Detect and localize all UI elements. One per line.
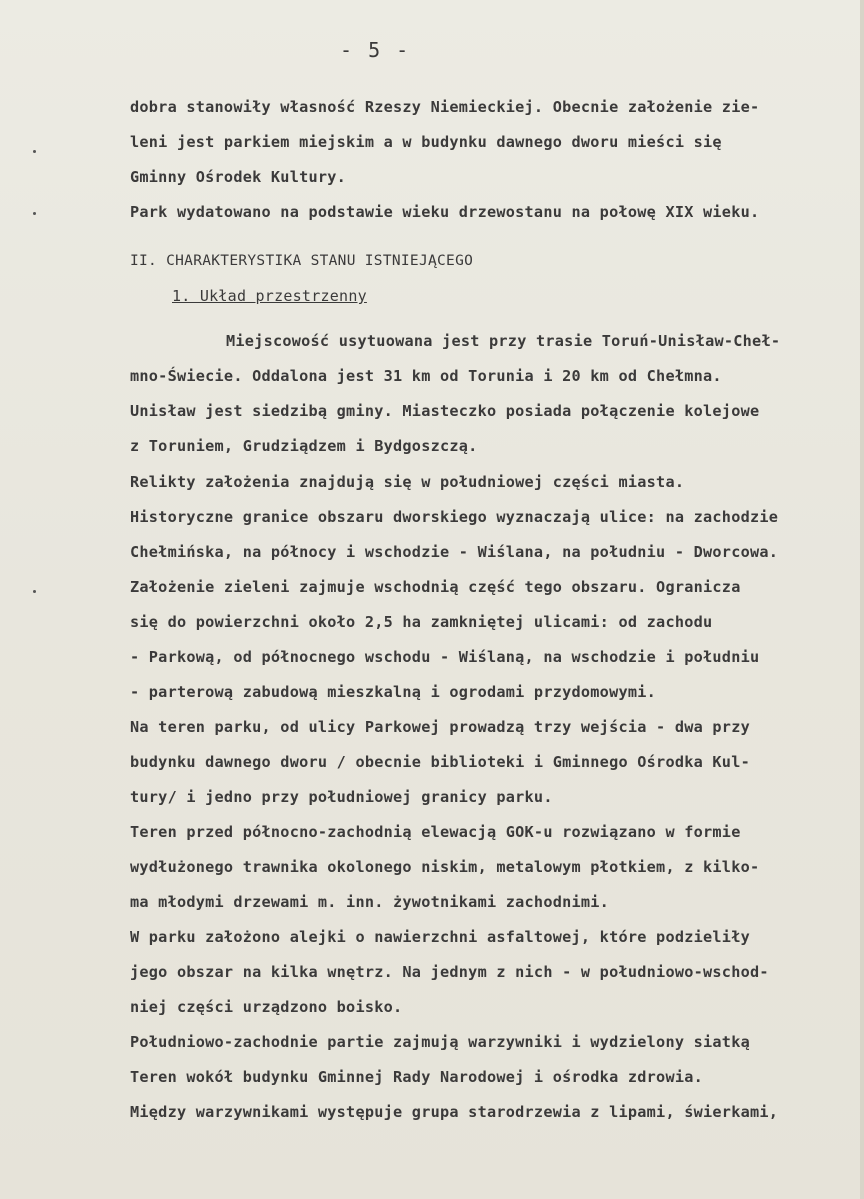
text-line: Na teren parku, od ulicy Parkowej prowadzą trzy wejścia - dwa przy xyxy=(130,718,750,736)
text-line: - Parkową, od północnego wschodu - Wiślaną, na wschodzie i południu xyxy=(130,648,760,666)
text-line: tury/ i jedno przy południowej granicy parku. xyxy=(130,788,553,806)
text-line: Unisław jest siedzibą gminy. Miasteczko posiada połączenie kolejowe xyxy=(130,402,760,420)
page-edge xyxy=(860,0,864,1199)
text-line: Gminny Ośrodek Kultury. xyxy=(130,168,347,186)
text-line: Chełmińska, na północy i wschodzie - Wiślana, na południu - Dworcowa. xyxy=(130,543,779,561)
text-line: - parterową zabudową mieszkalną i ogrodami przydomowymi. xyxy=(130,683,657,701)
text-line: W parku założono alejki o nawierzchni asfaltowej, które podzieliły xyxy=(130,928,750,946)
page-number: - 5 - xyxy=(340,38,411,62)
text-line: z Toruniem, Grudziądzem i Bydgoszczą. xyxy=(130,437,478,455)
text-line: budynku dawnego dworu / obecnie biblioteki i Gminnego Ośrodka Kul- xyxy=(130,753,750,771)
text-line: Teren wokół budynku Gminnej Rady Narodowej i ośrodka zdrowia. xyxy=(130,1068,704,1086)
text-line: Miejscowość usytuowana jest przy trasie Toruń-Unisław-Cheł- xyxy=(226,332,781,350)
margin-mark xyxy=(33,150,36,153)
margin-mark xyxy=(33,590,36,593)
subsection-heading: 1. Układ przestrzenny xyxy=(172,287,367,305)
text-line: się do powierzchni około 2,5 ha zamkniętej ulicami: od zachodu xyxy=(130,613,713,631)
text-line: mno-Świecie. Oddalona jest 31 km od Torunia i 20 km od Chełmna. xyxy=(130,367,722,385)
text-line: Park wydatowano na podstawie wieku drzewostanu na połowę XIX wieku. xyxy=(130,203,760,221)
margin-mark xyxy=(33,212,36,215)
text-line: Teren przed północno-zachodnią elewacją GOK-u rozwiązano w formie xyxy=(130,823,741,841)
text-line: jego obszar na kilka wnętrz. Na jednym z nich - w południowo-wschod- xyxy=(130,963,769,981)
text-line: Relikty założenia znajdują się w południowej części miasta. xyxy=(130,473,685,491)
text-line: leni jest parkiem miejskim a w budynku dawnego dworu mieści się xyxy=(130,133,722,151)
text-line: niej części urządzono boisko. xyxy=(130,998,403,1016)
text-line: dobra stanowiły własność Rzeszy Niemieckiej. Obecnie założenie zie- xyxy=(130,98,760,116)
text-line: Południowo-zachodnie partie zajmują warzywniki i wydzielony siatką xyxy=(130,1033,750,1051)
text-line: Historyczne granice obszaru dworskiego wyznaczają ulice: na zachodzie xyxy=(130,508,779,526)
text-line: Między warzywnikami występuje grupa starodrzewia z lipami, świerkami, xyxy=(130,1103,779,1121)
section-heading: II. CHARAKTERYSTIKA STANU ISTNIEJĄCEGO xyxy=(130,253,474,269)
text-line: Założenie zieleni zajmuje wschodnią część tego obszaru. Ogranicza xyxy=(130,578,741,596)
text-line: ma młodymi drzewami m. inn. żywotnikami zachodnimi. xyxy=(130,893,610,911)
text-line: wydłużonego trawnika okolonego niskim, metalowym płotkiem, z kilko- xyxy=(130,858,760,876)
